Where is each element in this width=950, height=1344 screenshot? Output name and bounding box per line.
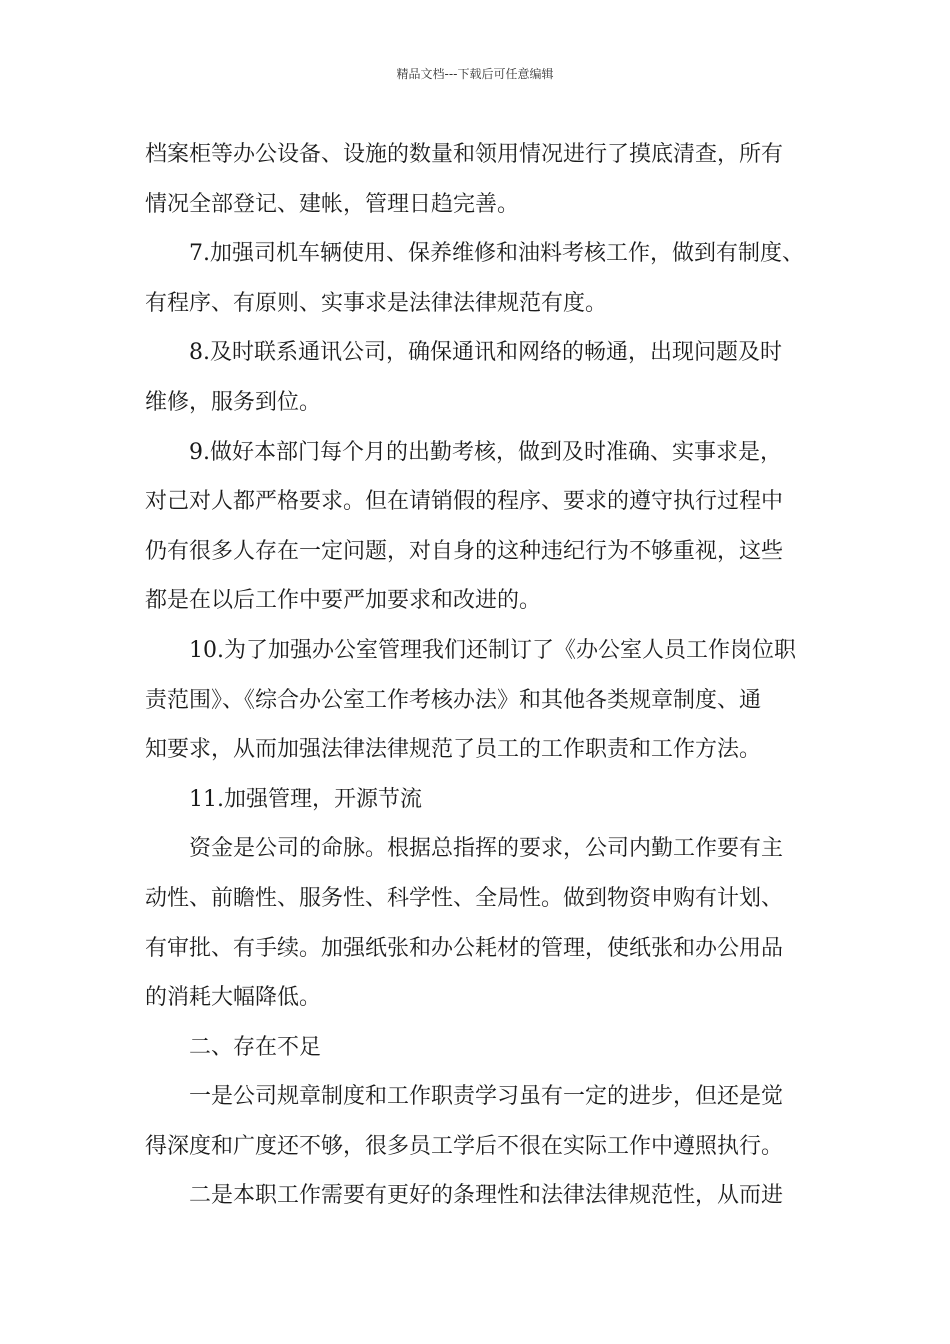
text-line: 二是本职工作需要有更好的条理性和法律法律规范性，从而进 bbox=[189, 1183, 784, 1209]
text-line: 11.加强管理，开源节流 bbox=[189, 786, 422, 812]
text-line: 有审批、有手续。加强纸张和办公耗材的管理，使纸张和办公用品 bbox=[145, 935, 784, 961]
text-line: 责范围》、《综合办公室工作考核办法》和其他各类规章制度、通 bbox=[145, 687, 762, 713]
text-line: 9.做好本部门每个月的出勤考核，做到及时准确、实事求是， bbox=[189, 439, 782, 465]
text-line: 动性、前瞻性、服务性、科学性、全局性。做到物资申购有计划、 bbox=[145, 885, 784, 911]
text-line: 情况全部登记、建帐，管理日趋完善。 bbox=[145, 191, 520, 217]
text-line: 二、存在不足 bbox=[189, 1034, 322, 1060]
text-line: 有程序、有原则、实事求是法律法律规范有度。 bbox=[145, 290, 608, 316]
text-line: 得深度和广度还不够，很多员工学后不很在实际工作中遵照执行。 bbox=[145, 1133, 784, 1159]
text-line: 维修，服务到位。 bbox=[145, 389, 322, 415]
text-line: 10.为了加强办公室管理我们还制订了《办公室人员工作岗位职 bbox=[189, 637, 796, 663]
text-line: 都是在以后工作中要严加要求和改进的。 bbox=[145, 588, 542, 614]
document-body bbox=[145, 130, 813, 1221]
text-line: 7.加强司机车辆使用、保养维修和油料考核工作，做到有制度、 bbox=[189, 241, 804, 267]
text-line: 对己对人都严格要求。但在请销假的程序、要求的遵守执行过程中 bbox=[145, 489, 784, 515]
text-line: 知要求，从而加强法律法律规范了员工的工作职责和工作方法。 bbox=[145, 737, 762, 763]
text-line: 档案柜等办公设备、设施的数量和领用情况进行了摸底清查，所有 bbox=[145, 142, 784, 167]
text-line: 8.及时联系通讯公司，确保通讯和网络的畅通，出现问题及时 bbox=[189, 340, 782, 366]
text-line: 仍有很多人存在一定问题，对自身的这种违纪行为不够重视，这些 bbox=[145, 538, 784, 564]
page-header: 精品文档---下载后可任意编辑 bbox=[396, 67, 554, 81]
text-line: 的消耗大幅降低。 bbox=[145, 985, 322, 1011]
text-line: 资金是公司的命脉。根据总指挥的要求，公司内勤工作要有主 bbox=[189, 836, 784, 862]
text-line: 一是公司规章制度和工作职责学习虽有一定的进步，但还是觉 bbox=[189, 1084, 784, 1110]
